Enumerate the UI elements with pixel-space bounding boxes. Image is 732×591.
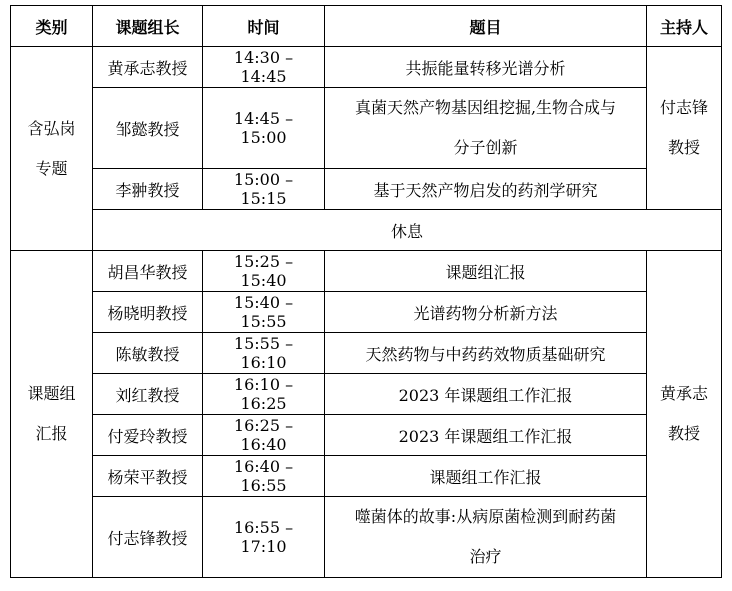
topic-cell: 课题组工作汇报 <box>325 456 647 497</box>
break-cell: 休息 <box>93 210 722 251</box>
header-time: 时间 <box>203 6 325 47</box>
leader-cell: 黄承志教授 <box>93 47 203 88</box>
time-cell: 16:40 – 16:55 <box>203 456 325 497</box>
leader-cell: 李翀教授 <box>93 169 203 210</box>
topic-cell: 2023 年课题组工作汇报 <box>325 415 647 456</box>
section1-host <box>647 47 722 210</box>
leader-cell: 邹懿教授 <box>93 88 203 169</box>
break-row <box>11 210 722 251</box>
leader-cell: 杨荣平教授 <box>93 456 203 497</box>
table-row <box>11 333 722 374</box>
time-cell: 14:45 – 15:00 <box>203 88 325 169</box>
topic-cell: 课题组汇报 <box>325 251 647 292</box>
time-cell: 16:25 – 16:40 <box>203 415 325 456</box>
topic-cell: 基于天然产物启发的药剂学研究 <box>325 169 647 210</box>
leader-cell: 陈敏教授 <box>93 333 203 374</box>
topic-cell <box>325 497 647 578</box>
section2-category <box>11 251 93 578</box>
header-host: 主持人 <box>647 6 722 47</box>
topic-cell: 天然药物与中药药效物质基础研究 <box>325 333 647 374</box>
host-line: 教授 <box>667 424 700 443</box>
time-cell: 14:30 – 14:45 <box>203 47 325 88</box>
time-cell: 16:55 – 17:10 <box>203 497 325 578</box>
leader-cell: 付志锋教授 <box>93 497 203 578</box>
host-line: 付志锋 <box>659 98 708 117</box>
header-topic: 题目 <box>325 6 647 47</box>
topic-cell: 共振能量转移光谱分析 <box>325 47 647 88</box>
time-cell: 15:55 – 16:10 <box>203 333 325 374</box>
category-line: 汇报 <box>35 424 68 443</box>
table-row <box>11 169 722 210</box>
schedule-table <box>10 5 722 578</box>
leader-cell: 付爱玲教授 <box>93 415 203 456</box>
host-line: 黄承志 <box>659 384 708 403</box>
time-cell: 15:00 – 15:15 <box>203 169 325 210</box>
topic-line: 治疗 <box>469 547 502 566</box>
topic-line: 噬菌体的故事:从病原菌检测到耐药菌 <box>354 507 617 526</box>
table-row <box>11 47 722 88</box>
leader-cell: 杨晓明教授 <box>93 292 203 333</box>
host-line: 教授 <box>667 138 700 157</box>
time-cell: 15:25 – 15:40 <box>203 251 325 292</box>
header-row <box>11 6 722 47</box>
time-cell: 15:40 – 15:55 <box>203 292 325 333</box>
header-category: 类别 <box>11 6 93 47</box>
topic-cell: 光谱药物分析新方法 <box>325 292 647 333</box>
leader-cell: 胡昌华教授 <box>93 251 203 292</box>
category-line: 课题组 <box>27 384 76 403</box>
time-cell: 16:10 – 16:25 <box>203 374 325 415</box>
topic-line: 真菌天然产物基因组挖掘,生物合成与 <box>354 98 617 117</box>
leader-cell: 刘红教授 <box>93 374 203 415</box>
category-line: 含弘岗 <box>27 118 76 138</box>
table-row <box>11 251 722 292</box>
table-row <box>11 415 722 456</box>
topic-cell <box>325 88 647 169</box>
table-row <box>11 292 722 333</box>
section2-host <box>647 251 722 578</box>
section1-category <box>11 47 93 251</box>
table-row <box>11 374 722 415</box>
topic-line: 分子创新 <box>453 138 518 157</box>
category-line: 专题 <box>35 158 68 178</box>
topic-cell: 2023 年课题组工作汇报 <box>325 374 647 415</box>
table-row <box>11 456 722 497</box>
header-leader: 课题组长 <box>93 6 203 47</box>
